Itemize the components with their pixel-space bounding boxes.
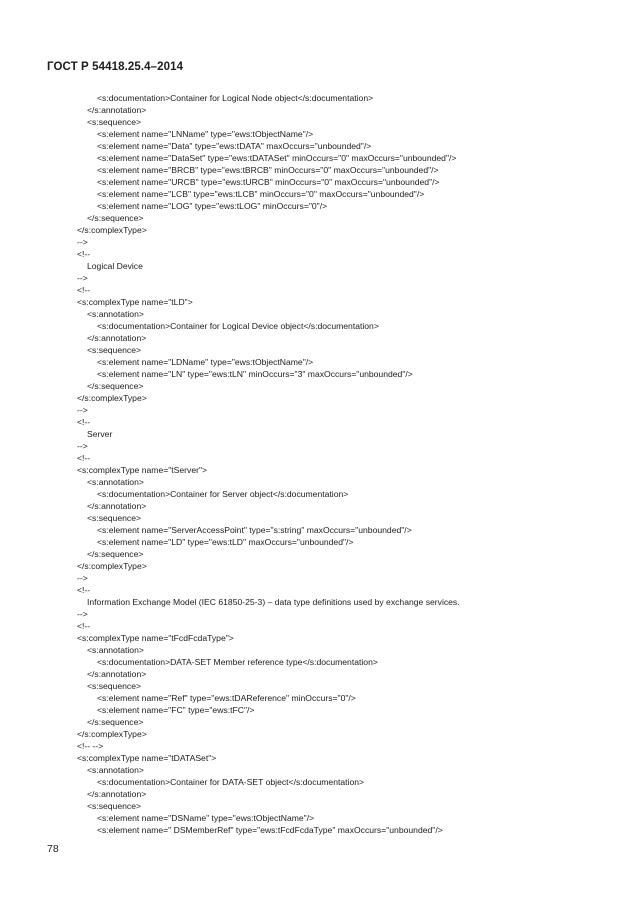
code-line: <s:complexType name="tFcdFcdaType"> <box>77 633 234 643</box>
code-line: Server <box>87 429 113 439</box>
code-line: </s:complexType> <box>77 225 147 235</box>
code-line: <s:element name="LN" type="ews:tLN" minOccurs="3" maxOccurs="unbounded"/> <box>97 369 413 379</box>
code-line: <s:element name="LNName" type="ews:tObjectName"/> <box>97 129 314 139</box>
document-header: ГОСТ Р 54418.25.4–2014 <box>47 61 184 73</box>
code-line: <s:element name="LD" type="ews:tLD" maxOccurs="unbounded"/> <box>97 537 354 547</box>
code-line: </s:sequence> <box>87 549 144 559</box>
code-line: <s:documentation>Container for Logical Node object</s:documentation> <box>97 93 374 103</box>
code-line: <s:documentation>Container for Server object</s:documentation> <box>97 489 349 499</box>
code-line: <s:element name="BRCB" type="ews:tBRCB" minOccurs="0" maxOccurs="unbounded"/> <box>97 165 439 175</box>
code-line: <s:documentation>Container for DATA-SET object</s:documentation> <box>97 777 365 787</box>
code-line: <s:sequence> <box>87 801 141 811</box>
code-line: <s:element name="LCB" type="ews:tLCB" minOccurs="0" maxOccurs="unbounded"/> <box>97 189 425 199</box>
code-line: </s:sequence> <box>87 717 144 727</box>
code-line: --> <box>77 273 88 283</box>
code-line: --> <box>77 441 88 451</box>
code-line: </s:sequence> <box>87 381 144 391</box>
code-line: --> <box>77 405 88 415</box>
code-line: <s:complexType name="tLD"> <box>77 297 193 307</box>
code-line: <s:sequence> <box>87 345 141 355</box>
code-line: <s:sequence> <box>87 513 141 523</box>
code-line: <s:annotation> <box>87 645 144 655</box>
code-line: <s:sequence> <box>87 681 141 691</box>
code-line: <!-- --> <box>77 741 104 751</box>
code-line: <s:element name="ServerAccessPoint" type="s:string" maxOccurs="unbounded"/> <box>97 525 412 535</box>
code-line: --> <box>77 609 88 619</box>
code-line: </s:annotation> <box>87 501 147 511</box>
code-line: <s:element name="DataSet" type="ews:tDATASet" minOccurs="0" maxOccurs="unbounded"/> <box>97 153 457 163</box>
code-line: <s:complexType name="tDATASet"> <box>77 753 217 763</box>
code-line: </s:annotation> <box>87 105 147 115</box>
code-line: <s:documentation>Container for Logical Device object</s:documentation> <box>97 321 379 331</box>
code-line: <s:annotation> <box>87 309 144 319</box>
code-line: <s:complexType name="tServer"> <box>77 465 208 475</box>
code-line: <!-- <box>77 285 91 295</box>
code-line: </s:complexType> <box>77 729 147 739</box>
code-line: <s:documentation>DATA-SET Member reference type</s:documentation> <box>97 657 378 667</box>
code-line: <s:element name="URCB" type="ews:tURCB" minOccurs="0" maxOccurs="unbounded"/> <box>97 177 440 187</box>
code-line: <!-- <box>77 417 91 427</box>
code-line: </s:complexType> <box>77 561 147 571</box>
code-line: --> <box>77 573 88 583</box>
page-number: 78 <box>47 843 59 855</box>
code-line: <s:element name="LDName" type="ews:tObjectName"/> <box>97 357 314 367</box>
code-line: <s:sequence> <box>87 117 141 127</box>
code-line: --> <box>77 237 88 247</box>
code-line: <!-- <box>77 249 91 259</box>
code-line: <s:element name="Ref" type="ews:tDAReference" minOccurs="0"/> <box>97 693 356 703</box>
code-line: <s:element name="LOG" type="ews:tLOG" minOccurs="0"/> <box>97 201 328 211</box>
code-line: Logical Device <box>87 261 143 271</box>
code-line: Information Exchange Model (IEC 61850-25-3) – data type definitions used by exchange services. <box>87 597 460 607</box>
code-line: <!-- <box>77 585 91 595</box>
code-line: <s:annotation> <box>87 765 144 775</box>
code-line: </s:complexType> <box>77 393 147 403</box>
code-line: <s:element name="DSName" type="ews:tObjectName"/> <box>97 813 315 823</box>
code-line: <s:element name="Data" type="ews:tDATA" maxOccurs="unbounded"/> <box>97 141 372 151</box>
code-line: </s:annotation> <box>87 669 147 679</box>
code-line: <!-- <box>77 453 91 463</box>
code-line: </s:annotation> <box>87 789 147 799</box>
code-line: </s:annotation> <box>87 333 147 343</box>
code-line: <s:element name=" DSMemberRef" type="ews:tFcdFcdaType" maxOccurs="unbounded"/> <box>97 825 443 835</box>
code-line: </s:sequence> <box>87 213 144 223</box>
code-line: <s:element name="FC" type="ews:tFC"/> <box>97 705 255 715</box>
code-line: <!-- <box>77 621 91 631</box>
code-line: <s:annotation> <box>87 477 144 487</box>
